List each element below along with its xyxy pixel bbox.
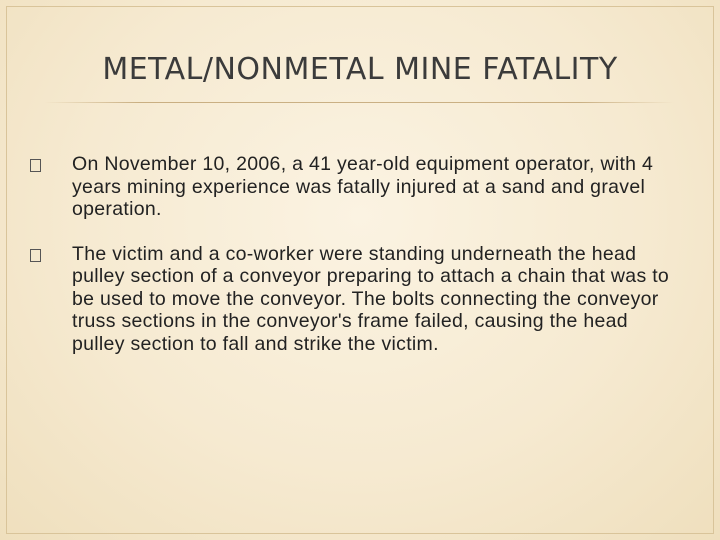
bullet-list <box>0 153 720 377</box>
bullet-text: The victim and a co-worker were standing underneath the head pulley section of a conveyor preparing to attach a chain that was to be used to move the conveyor. The bolts connecting the conveyor truss sections in the conveyor's frame failed, causing the head pulley section to fall and strike the victim. <box>72 242 670 355</box>
slide-title: METAL/NONMETAL MINE FATALITY <box>102 52 618 87</box>
bullet-text: On November 10, 2006, a 41 year-old equipment operator, with 4 years mining experience was fatally injured at a sand and gravel operation. <box>72 153 654 220</box>
title-divider <box>44 102 674 103</box>
square-bullet-icon <box>30 159 41 172</box>
square-bullet-icon <box>30 249 41 262</box>
bullet-item <box>0 153 720 221</box>
bullet-item <box>0 243 720 356</box>
